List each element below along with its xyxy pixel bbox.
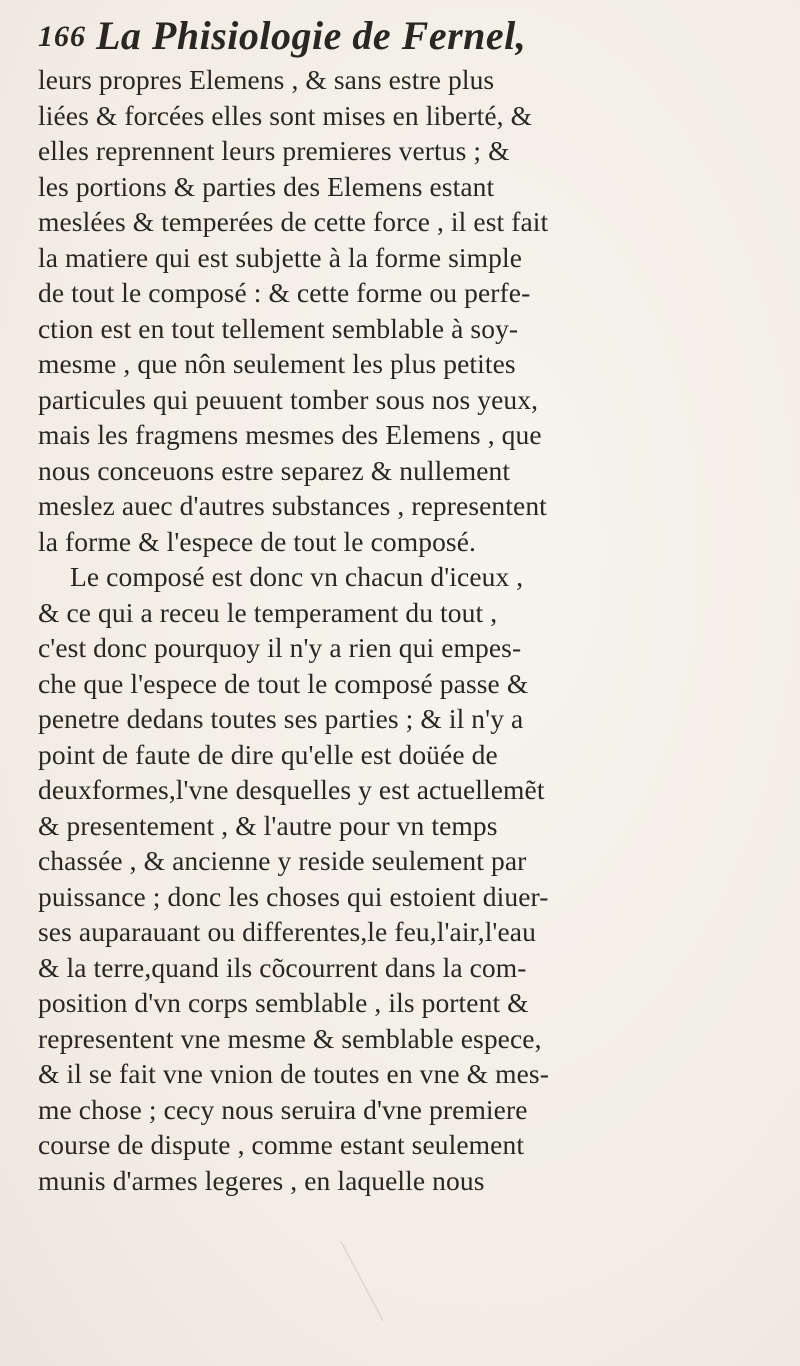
text-line: penetre dedans toutes ses parties ; & il n'y a xyxy=(38,703,524,734)
running-title: La Phisiologie de Fernel, xyxy=(96,13,527,58)
text-line: ction est en tout tellement semblable à soy- xyxy=(38,312,519,344)
text-line: leurs propres Elemens , & sans estre plus xyxy=(38,64,495,95)
text-line: de tout le composé : & cette forme ou perfe- xyxy=(38,277,531,308)
text-line: point de faute de dire qu'elle est doüée de xyxy=(38,738,498,770)
text-line: c'est donc pourquoy il n'y a rien qui empes- xyxy=(38,632,522,663)
text-line: position d'vn corps semblable , ils portent & xyxy=(38,987,529,1018)
text-line: deuxformes,l'vne desquelles y est actuellemẽt xyxy=(38,774,545,805)
text-line: & presentement , & l'autre pour vn temps xyxy=(38,809,498,841)
text-line: la matiere qui est subjette à la forme simple xyxy=(38,241,523,273)
page-number: 166 xyxy=(38,20,86,53)
text-line: nous conceuons estre separez & nullement xyxy=(38,454,511,486)
text-line: elles reprennent leurs premieres vertus ; & xyxy=(38,135,510,166)
text-line: course de dispute , comme estant seulement xyxy=(38,1129,525,1160)
text-line: meslées & temperées de cette force , il est fait xyxy=(38,206,549,237)
text-line: me chose ; cecy nous seruira d'vne premiere xyxy=(38,1093,528,1125)
text-line: & la terre,quand ils cõcourrent dans la com- xyxy=(38,951,527,983)
paragraph-start-line: Le composé est donc vn chacun d'iceux , xyxy=(70,561,524,592)
page-header xyxy=(38,12,778,64)
text-line: chassée , & ancienne y reside seulement par xyxy=(38,845,527,876)
text-line: & ce qui a receu le temperament du tout , xyxy=(38,596,498,628)
text-line: puissance ; donc les choses qui estoient diuer- xyxy=(38,880,549,912)
text-line: la forme & l'espece de tout le composé. xyxy=(38,525,477,557)
text-line: ses auparauant ou differentes,le feu,l'air,l'eau xyxy=(38,916,536,947)
text-line: mais les fragmens mesmes des Elemens , que xyxy=(38,419,542,450)
text-line: & il se fait vne vnion de toutes en vne & mes- xyxy=(38,1058,549,1089)
text-line: munis d'armes legeres , en laquelle nous xyxy=(38,1164,485,1196)
text-line: mesme , que nôn seulement les plus petites xyxy=(38,348,516,379)
text-line: che que l'espece de tout le composé passe & xyxy=(38,667,529,699)
text-line: representent vne mesme & semblable espece, xyxy=(38,1022,542,1054)
text-line: les portions & parties des Elemens estant xyxy=(38,170,495,202)
text-line: meslez auec d'autres substances , representent xyxy=(38,490,547,521)
body-text xyxy=(38,62,778,1198)
text-line: liées & forcées elles sont mises en liberté, & xyxy=(38,99,533,131)
text-line: particules qui peuuent tomber sous nos yeux, xyxy=(38,383,539,415)
faint-pencil-mark xyxy=(340,1213,436,1321)
